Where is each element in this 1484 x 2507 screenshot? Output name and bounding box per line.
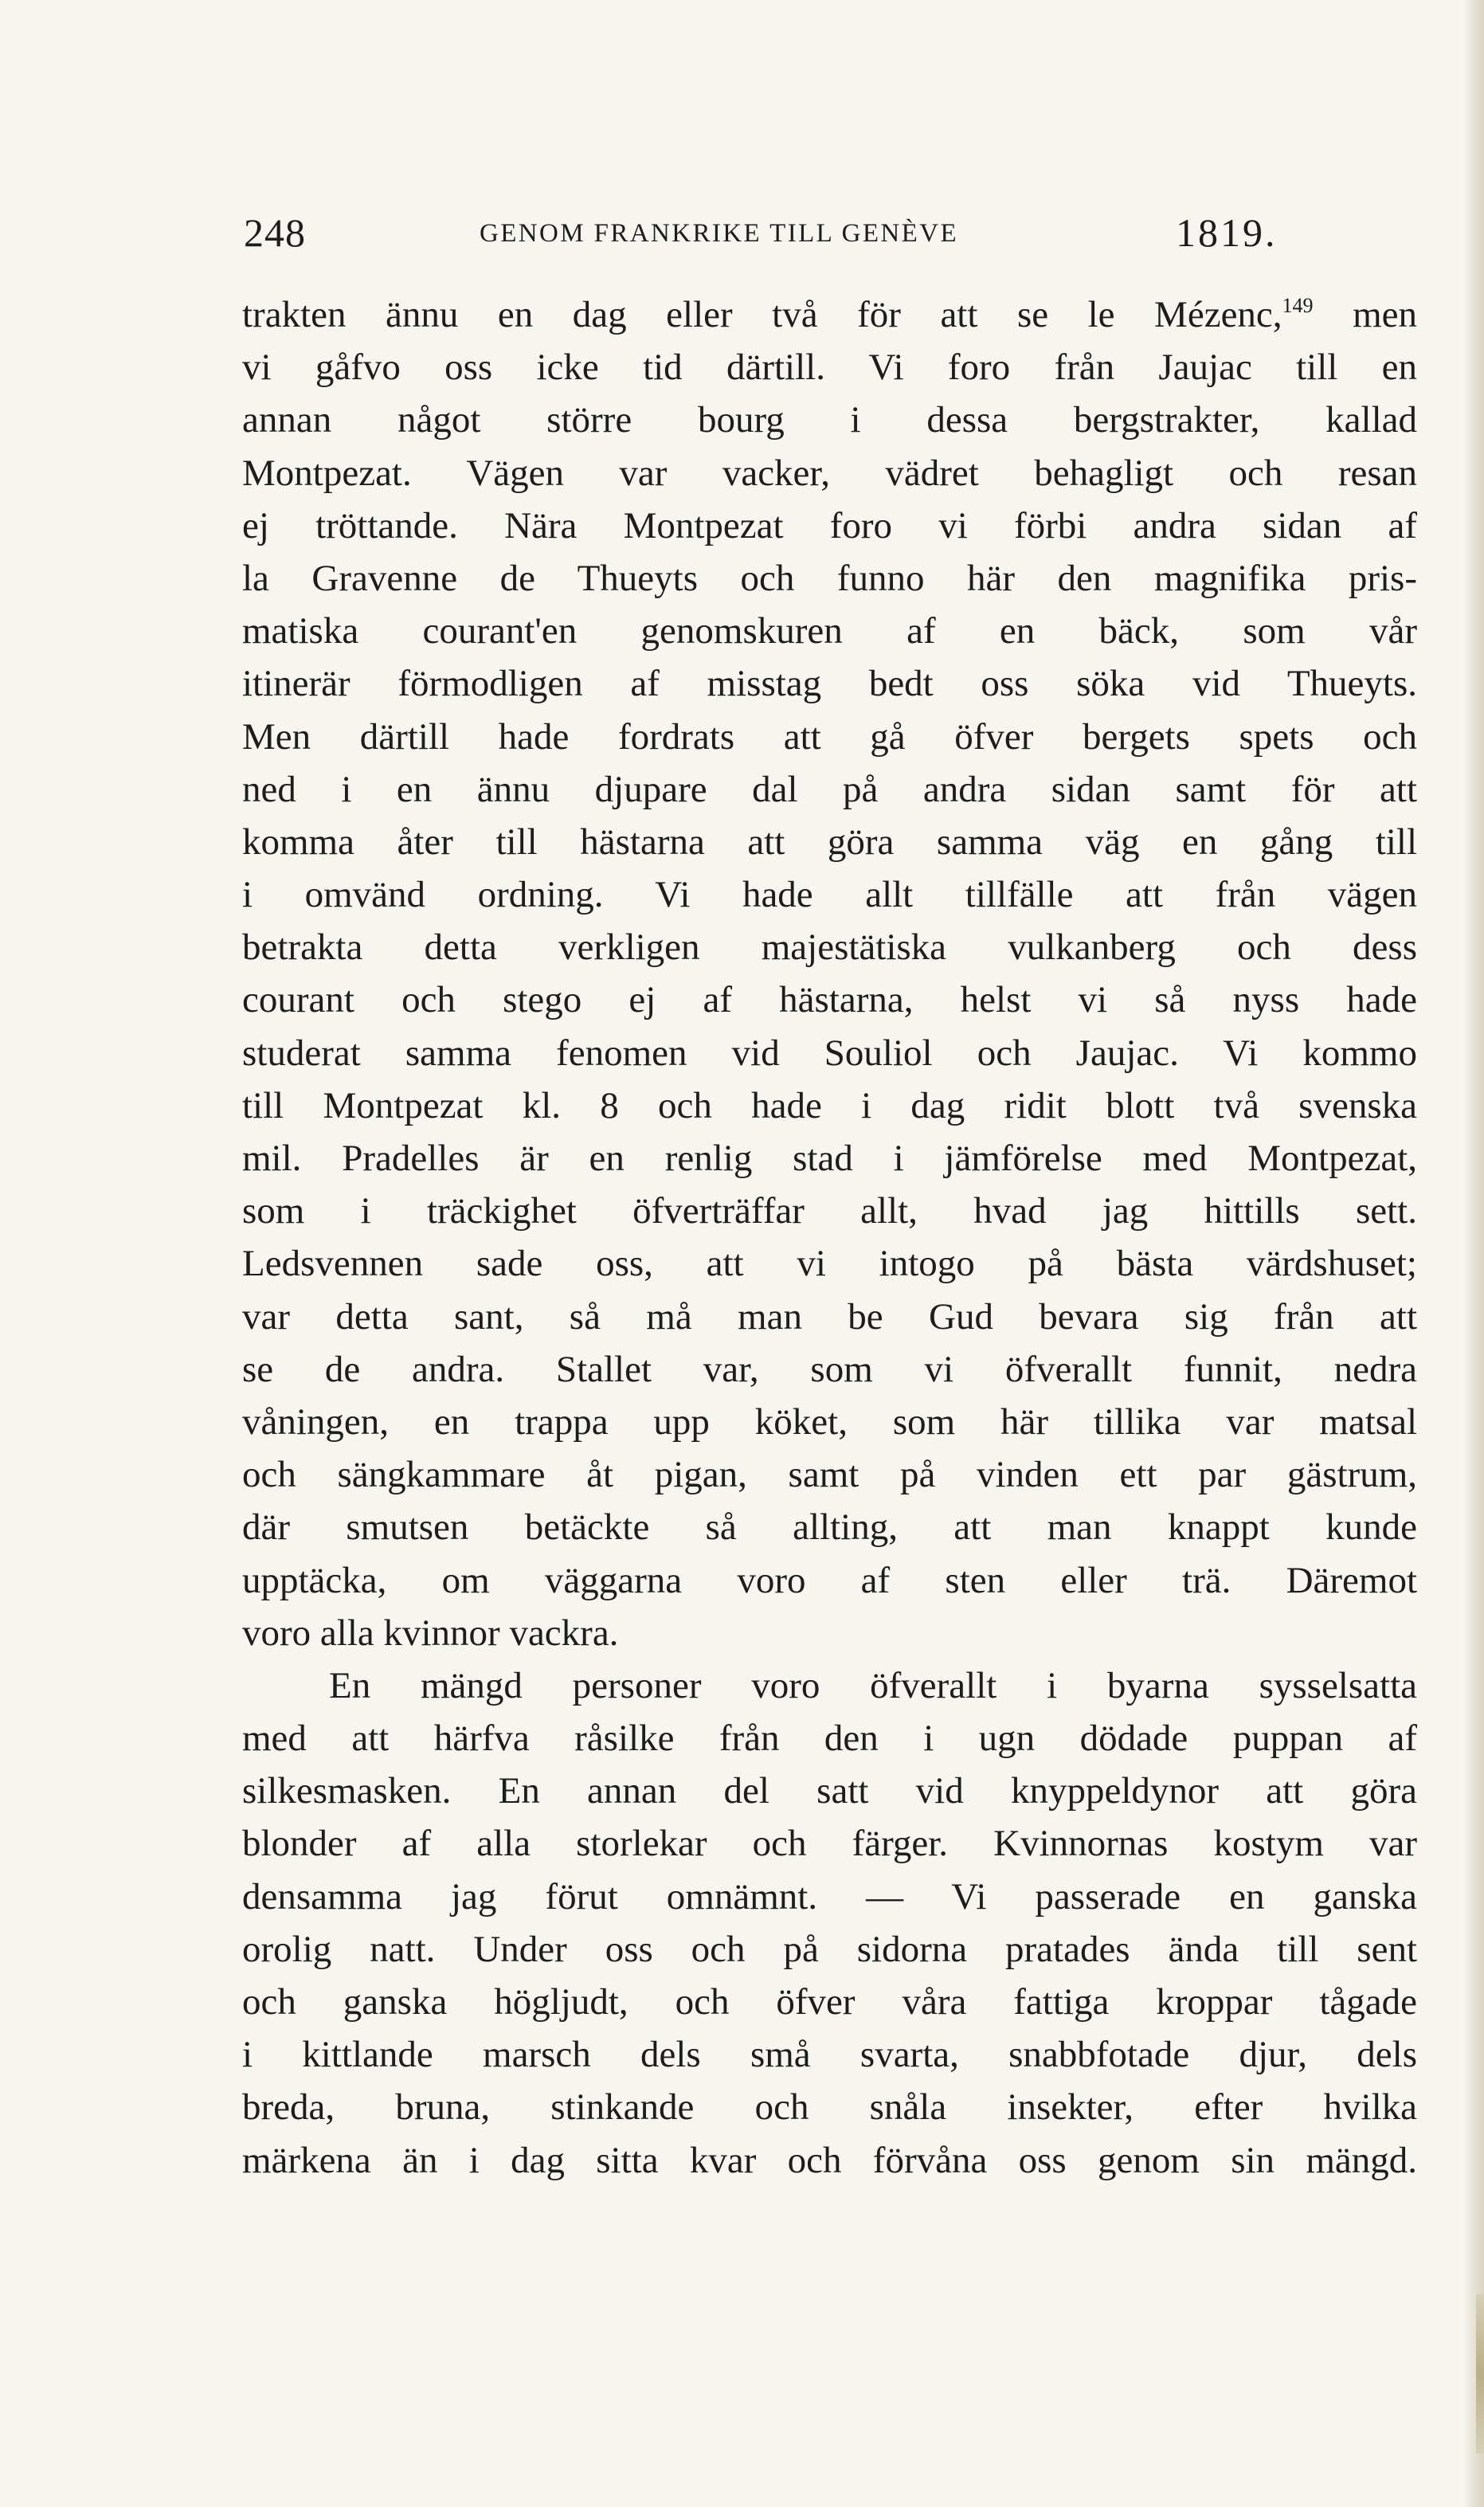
text-line: Ledsvennen sade oss, att vi intogo på bästa värdshuset; — [242, 1243, 1417, 1285]
text-line: voro alla kvinnor vackra. — [242, 1612, 619, 1654]
text-line: studerat samma fenomen vid Souliol och Jaujac. Vi kommo — [242, 1032, 1417, 1074]
text-line: komma åter till hästarna att göra samma väg en gång till — [242, 821, 1417, 863]
text-line: la Gravenne de Thueyts och funno här den magnifika pris- — [242, 557, 1417, 599]
text-line: breda, bruna, stinkande och snåla insekter, efter hvilka — [242, 2086, 1417, 2129]
text-line: ned i en ännu djupare dal på andra sidan samt för att — [242, 768, 1417, 810]
text-line: trakten ännu en dag eller två för att se le Mézenc,$^{149}$ men — [242, 294, 1417, 335]
text-line: där smutsen betäckte så allting, att man knappt kunde — [242, 1506, 1417, 1549]
text-line: i omvänd ordning. Vi hade allt tillfälle att från vägen — [242, 874, 1417, 916]
text-line: till Montpezat kl. 8 och hade i dag ridit blott två svenska — [242, 1084, 1417, 1126]
text-line: var detta sant, så må man be Gud bevara sig från att — [242, 1295, 1417, 1338]
page-edge-shadow — [1463, 0, 1484, 2507]
text-line: märkena än i dag sitta kvar och förvåna oss genom sin mängd. — [242, 2139, 1417, 2181]
text-line: och ganska högljudt, och öfver våra fattiga kroppar tågade — [242, 1981, 1417, 2023]
text-line: mil. Pradelles är en renlig stad i jämförelse med Montpezat, — [242, 1138, 1417, 1179]
text-line: våningen, en trappa upp köket, som här tillika var matsal — [242, 1400, 1417, 1443]
text-line: courant och stego ej af hästarna, helst vi så nyss hade — [242, 979, 1417, 1021]
text-line: matiska courant'en genomskuren af en bäck, som vår — [242, 610, 1417, 652]
footnote-reference[interactable]: 149 — [1282, 294, 1314, 317]
text-line: densamma jag förut omnämnt. — Vi passerade en ganska — [242, 1875, 1417, 1917]
text-line: i kittlande marsch dels små svarta, snabbfotade djur, dels — [242, 2034, 1417, 2076]
running-title: GENOM FRANKRIKE TILL GENÈVE — [480, 219, 959, 248]
text-line: annan något större bourg i dessa bergstrakter, kallad — [242, 399, 1417, 441]
text-line: upptäcka, om väggarna voro af sten eller trä. Däremot — [242, 1559, 1417, 1601]
text-line: Men därtill hade fordrats att gå öfver bergets spets och — [242, 715, 1417, 758]
text-line: En mängd personer voro öfverallt i byarna sysselsatta — [329, 1664, 1417, 1706]
text-line: med att härfva råsilke från den i ugn dödade puppan af — [242, 1718, 1417, 1760]
text-line: vi gåfvo oss icke tid därtill. Vi foro från Jaujac till en — [242, 347, 1417, 389]
text-line: och sängkammare åt pigan, samt på vinden ett par gästrum, — [242, 1454, 1417, 1496]
text-line: itinerär förmodligen af misstag bedt oss söka vid Thueyts. — [242, 663, 1417, 705]
text-line: som i träckighet öfverträffar allt, hvad jag hittills sett. — [242, 1190, 1417, 1232]
page-edge-stain — [1476, 2294, 1484, 2454]
text-line: silkesmasken. En annan del satt vid knyppeldynor att göra — [242, 1770, 1417, 1812]
body-text — [242, 288, 1417, 2187]
text-line: blonder af alla storlekar och färger. Kvinnornas kostym var — [242, 1823, 1417, 1865]
running-head — [244, 209, 1278, 257]
text-line: se de andra. Stallet var, som vi öfverallt funnit, nedra — [242, 1348, 1417, 1390]
text-line: Montpezat. Vägen var vacker, vädret behagligt och resan — [242, 452, 1417, 494]
text-line: betrakta detta verkligen majestätiska vulkanberg och dess — [242, 926, 1417, 969]
text-line: orolig natt. Under oss och på sidorna pratades ända till sent — [242, 1928, 1417, 1970]
page-number: 248 — [244, 210, 306, 255]
text-line: ej tröttande. Nära Montpezat foro vi förbi andra sidan af — [242, 504, 1417, 546]
running-year: 1819. — [1176, 210, 1278, 255]
